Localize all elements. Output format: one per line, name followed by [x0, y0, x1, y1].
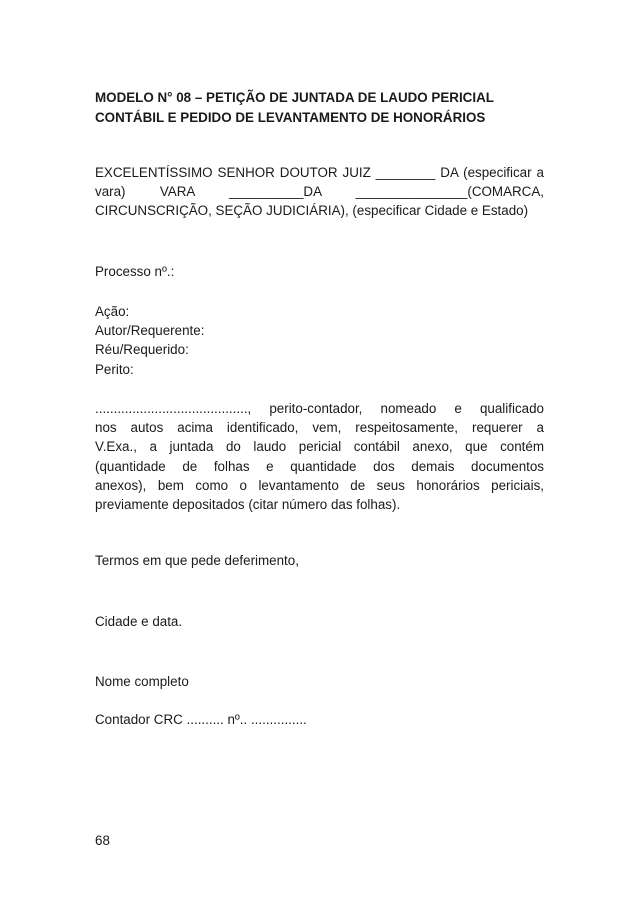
- body-line-4: (quantidade de folhas e quantidade dos demais documentos: [95, 458, 544, 474]
- address-block: [95, 163, 544, 221]
- document-title: [95, 88, 544, 128]
- city-date-text: Cidade e data.: [95, 614, 183, 629]
- body-line-3: V.Exa., a juntada do laudo pericial contábil anexo, que contém: [95, 439, 544, 455]
- signature-name: Nome completo: [95, 674, 189, 689]
- processo-label: Processo nº.:: [95, 264, 175, 279]
- acao-label: Ação:: [95, 304, 130, 319]
- perito-label: Perito:: [95, 361, 134, 377]
- reu-label: Réu/Requerido:: [95, 342, 189, 358]
- address-line-2: vara) VARA __________DA _______________(COMARCA,: [95, 184, 544, 200]
- body-line-5: anexos), bem como o levantamento de seus honorários periciais,: [95, 477, 544, 493]
- body-line-1: ........................................., perito-contador, nomeado e qualificado: [95, 401, 544, 416]
- title-line-2: CONTÁBIL E PEDIDO DE LEVANTAMENTO DE HONORÁRIOS: [95, 110, 486, 125]
- signature-crc: Contador CRC .......... nº.. ...............: [95, 712, 307, 727]
- page-number: 68: [95, 833, 110, 848]
- body-line-2: nos autos acima identificado, vem, respeitosamente, requerer a: [95, 420, 544, 436]
- petition-body: [95, 399, 544, 514]
- autor-label: Autor/Requerente:: [95, 323, 205, 339]
- closing-text: Termos em que pede deferimento,: [95, 553, 299, 568]
- body-line-6: previamente depositados (citar número das folhas).: [95, 497, 401, 513]
- address-line-3: CIRCUNSCRIÇÃO, SEÇÃO JUDICIÁRIA), (especificar Cidade e Estado): [95, 203, 529, 219]
- case-fields: [95, 302, 544, 379]
- address-line-1: EXCELENTÍSSIMO SENHOR DOUTOR JUIZ ________ DA (especificar a: [95, 165, 544, 180]
- title-line-1: MODELO N° 08 – PETIÇÃO DE JUNTADA DE LAUDO PERICIAL: [95, 90, 494, 105]
